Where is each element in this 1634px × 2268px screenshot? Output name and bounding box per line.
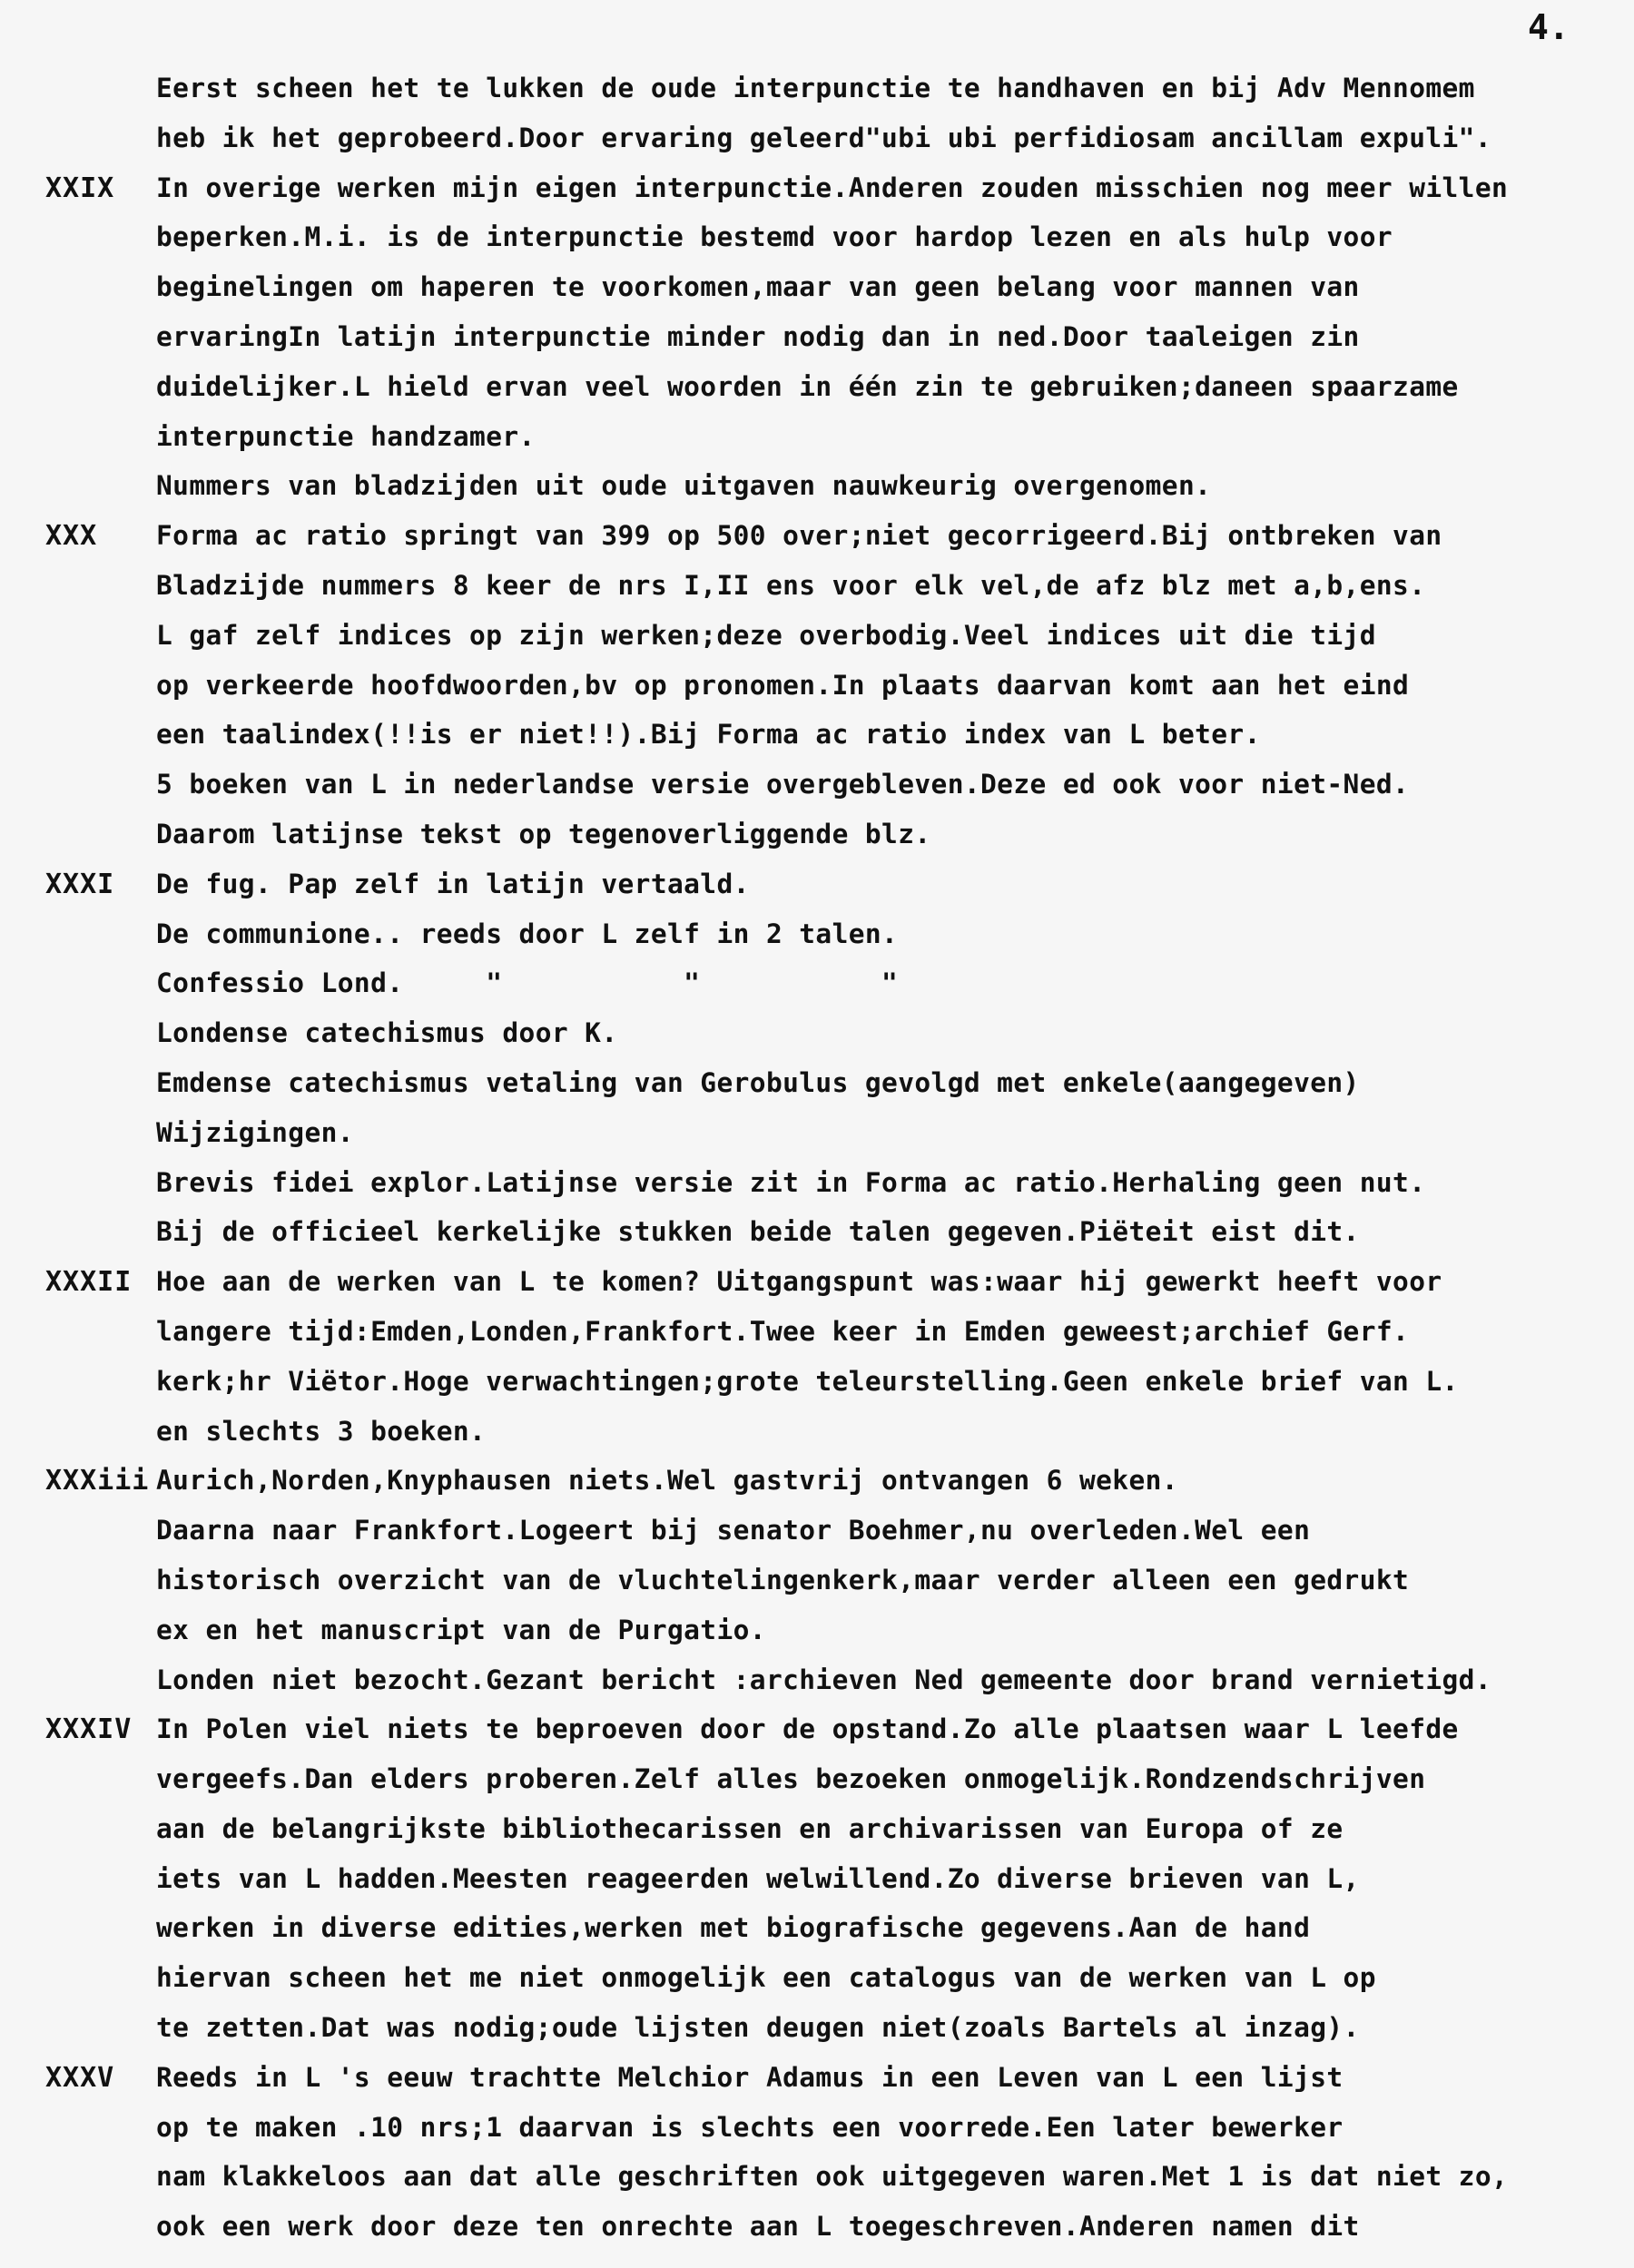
line-text: werken in diverse edities,werken met biografische gegevens.Aan de hand xyxy=(156,1912,1311,1944)
line-text: heb ik het geprobeerd.Door ervaring geleerd"ubi ubi perfidiosam ancillam expuli". xyxy=(156,122,1491,153)
line-text: ervaringIn latijn interpunctie minder nodig dan in ned.Door taaleigen zin xyxy=(156,320,1360,352)
line-text: Eerst scheen het te lukken de oude interpunctie te handhaven en bij Adv Mennomem xyxy=(156,73,1475,103)
line-text: vergeefs.Dan elders proberen.Zelf alles bezoeken onmogelijk.Rondzendschrijven xyxy=(156,1763,1426,1795)
line-text: en slechts 3 boeken. xyxy=(156,1415,487,1447)
line-text: In Polen viel niets te beproeven door de opstand.Zo alle plaatsen waar L leefde xyxy=(156,1713,1459,1745)
line-text: beperken.M.i. is de interpunctie bestemd voor hardop lezen en als hulp voor xyxy=(156,221,1393,253)
line-text: De fug. Pap zelf in latijn vertaald. xyxy=(156,868,750,899)
line-text: Bij de officieel kerkelijke stukken beide talen gegeven.Piëteit eist dit. xyxy=(156,1216,1360,1248)
line-text: Londense catechismus door K. xyxy=(156,1017,618,1049)
line-text: een taalindex(!!is er niet!!).Bij Forma ac ratio index van L beter. xyxy=(156,719,1261,751)
line-text: hiervan scheen het me niet onmogelijk een catalogus van de werken van L op xyxy=(156,1962,1376,1994)
line-text: iets van L hadden.Meesten reageerden welwillend.Zo diverse brieven van L, xyxy=(156,1862,1360,1894)
line-text: interpunctie handzamer. xyxy=(156,420,536,452)
line-text: De communione.. reeds door L zelf in 2 talen. xyxy=(156,918,899,949)
line-text: Wijzigingen. xyxy=(156,1116,354,1148)
line-text: Daarom latijnse tekst op tegenoverliggende blz. xyxy=(156,818,931,849)
line-text: Brevis fidei explor.Latijnse versie zit in Forma ac ratio.Herhaling geen nut. xyxy=(156,1166,1426,1198)
line-text: In overige werken mijn eigen interpunctie.Anderen zouden misschien nog meer willen xyxy=(156,172,1509,203)
line-text: 5 boeken van L in nederlandse versie overgebleven.Deze ed ook voor niet-Ned. xyxy=(156,769,1410,800)
section-marker: XXXIV xyxy=(45,1713,133,1746)
line-text: historisch overzicht van de vluchtelingenkerk,maar verder alleen een gedrukt xyxy=(156,1564,1410,1595)
line-text: aan de belangrijkste bibliothecarissen en archivarissen van Europa of ze xyxy=(156,1812,1344,1844)
section-marker: XXIX xyxy=(45,172,115,204)
section-marker: XXXII xyxy=(45,1266,133,1299)
page-number: 4. xyxy=(1528,7,1570,47)
line-text: Londen niet bezocht.Gezant bericht :archieven Ned gemeente door brand vernietigd. xyxy=(156,1664,1491,1695)
section-marker: XXXiii xyxy=(45,1465,150,1497)
line-text: Reeds in L 's eeuw trachtte Melchior Adamus in een Leven van L een lijst xyxy=(156,2061,1344,2093)
line-text: Forma ac ratio springt van 399 op 500 over;niet gecorrigeerd.Bij ontbreken van xyxy=(156,520,1442,552)
section-marker: XXX xyxy=(45,520,98,553)
line-text: langere tijd:Emden,Londen,Frankfort.Twee keer in Emden geweest;archief Gerf. xyxy=(156,1315,1410,1347)
line-text: nam klakkeloos aan dat alle geschriften ook uitgegeven waren.Met 1 is dat niet zo, xyxy=(156,2161,1509,2193)
line-text: kerk;hr Viëtor.Hoge verwachtingen;grote teleurstelling.Geen enkele brief van L. xyxy=(156,1365,1459,1397)
line-text: L gaf zelf indices op zijn werken;deze overbodig.Veel indices uit die tijd xyxy=(156,619,1376,651)
line-text: te zetten.Dat was nodig;oude lijsten deugen niet(zoals Bartels al inzag). xyxy=(156,2012,1360,2044)
line-text: ook een werk door deze ten onrechte aan L toegeschreven.Anderen namen dit xyxy=(156,2211,1360,2243)
line-text: Confessio Lond. " " " xyxy=(156,967,899,999)
line-text: ex en het manuscript van de Purgatio. xyxy=(156,1614,766,1645)
section-marker: XXXV xyxy=(45,2061,115,2094)
section-marker: XXXI xyxy=(45,868,115,900)
line-text: op verkeerde hoofdwoorden,bv op pronomen.In plaats daarvan komt aan het eind xyxy=(156,669,1410,701)
line-text: Hoe aan de werken van L te komen? Uitgangspunt was:waar hij gewerkt heeft voor xyxy=(156,1266,1442,1298)
line-text: Daarna naar Frankfort.Logeert bij senator Boehmer,nu overleden.Wel een xyxy=(156,1515,1311,1546)
line-text: beginelingen om haperen te voorkomen,maar van geen belang voor mannen van xyxy=(156,271,1360,303)
line-text: Nummers van bladzijden uit oude uitgaven nauwkeurig overgenomen. xyxy=(156,470,1212,502)
line-text: Emdense catechismus vetaling van Gerobulus gevolgd met enkele(aangegeven) xyxy=(156,1066,1360,1098)
line-text: Aurich,Norden,Knyphausen niets.Wel gastvrij ontvangen 6 weken. xyxy=(156,1465,1178,1497)
line-text: op te maken .10 nrs;1 daarvan is slechts een voorrede.Een later bewerker xyxy=(156,2111,1344,2143)
line-text: Bladzijde nummers 8 keer de nrs I,II ens voor elk vel,de afz blz met a,b,ens. xyxy=(156,569,1426,601)
line-text: duidelijker.L hield ervan veel woorden in één zin te gebruiken;daneen spaarzame xyxy=(156,370,1459,402)
